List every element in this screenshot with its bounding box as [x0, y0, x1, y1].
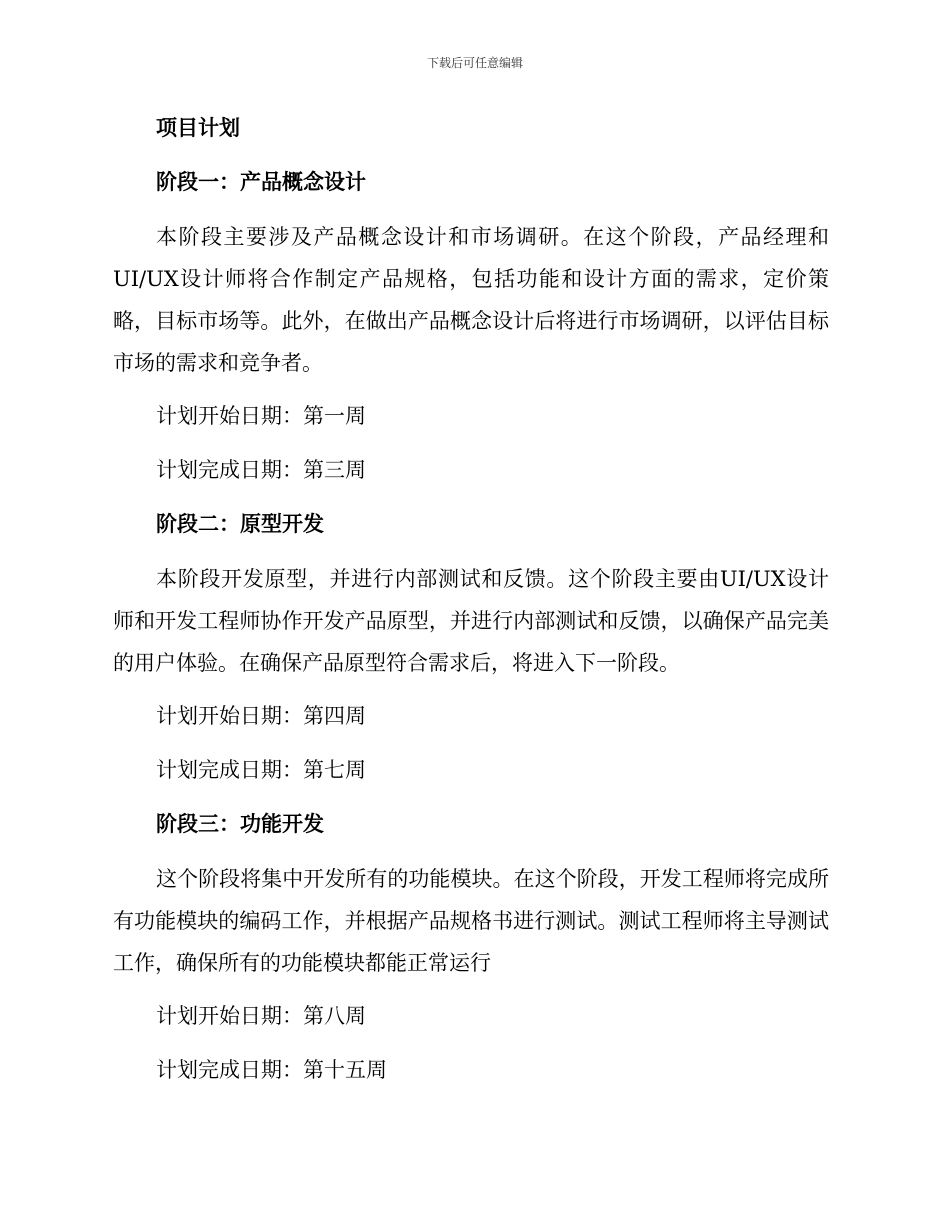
stage-heading: 阶段一：产品概念设计	[156, 169, 366, 194]
stage-section-3	[113, 804, 829, 1090]
stage-heading: 阶段二：原型开发	[156, 511, 324, 536]
document-title: 项目计划	[156, 115, 240, 140]
stage-description: 这个阶段将集中开发所有的功能模块。在这个阶段，开发工程师将完成所有功能模块的编码工作，并根据产品规格书进行测试。测试工程师将主导测试工作，确保所有的功能模块都能正常运行	[113, 867, 829, 975]
stage-section-1	[113, 162, 829, 490]
planned-start-date: 计划开始日期：第一周	[156, 404, 366, 428]
planned-end-date: 计划完成日期：第七周	[156, 758, 366, 782]
header-note: 下载后可任意编辑	[426, 56, 523, 70]
planned-end-date: 计划完成日期：第三周	[156, 458, 366, 482]
stage-section-2	[113, 504, 829, 790]
stage-description: 本阶段开发原型，并进行内部测试和反馈。这个阶段主要由UI/UX设计师和开发工程师协作开发产品原型，并进行内部测试和反馈，以确保产品完美的用户体验。在确保产品原型符合需求后，将进入下一阶段。	[113, 567, 829, 675]
stage-description: 本阶段主要涉及产品概念设计和市场调研。在这个阶段，产品经理和UI/UX设计师将合作制定产品规格，包括功能和设计方面的需求，定价策略，目标市场等。此外，在做出产品概念设计后将进行市场调研，以评估目标市场的需求和竞争者。	[113, 225, 829, 375]
planned-start-date: 计划开始日期：第四周	[156, 704, 366, 728]
planned-start-date: 计划开始日期：第八周	[156, 1004, 366, 1028]
planned-end-date: 计划完成日期：第十五周	[156, 1058, 387, 1082]
stage-heading: 阶段三：功能开发	[156, 811, 324, 836]
document-body	[113, 108, 829, 1104]
